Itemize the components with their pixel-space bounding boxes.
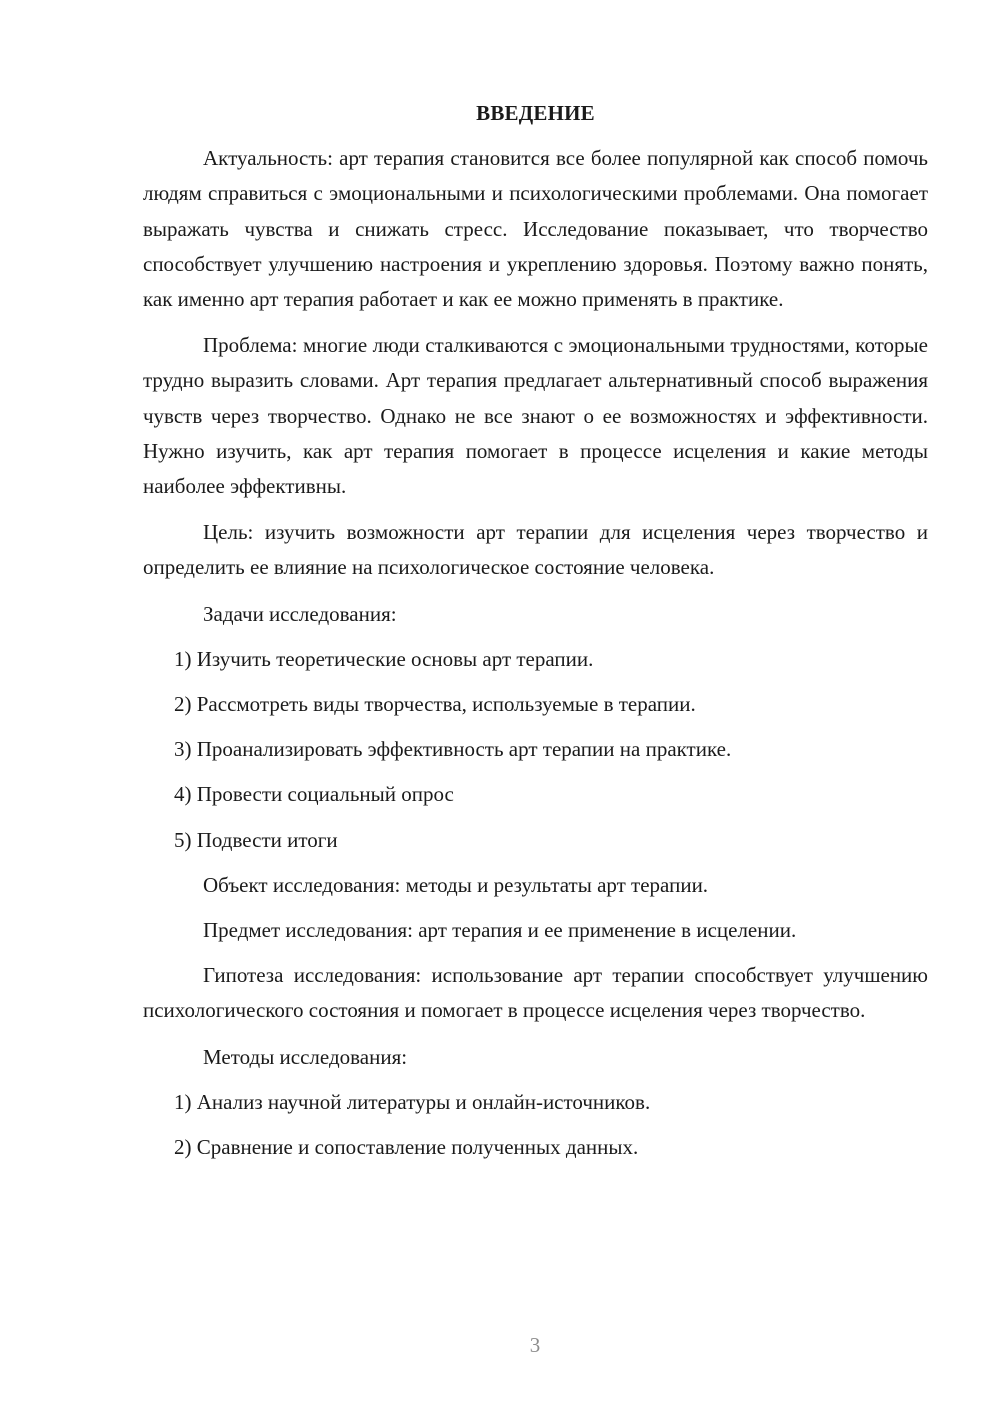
list-item: 4) Провести социальный опрос xyxy=(174,782,454,807)
problem-paragraph: Проблема: многие люди сталкиваются с эмоциональными трудностями, которые трудно выразить словами. Арт терапия предлагает альтернативный способ выражения чувств через творчество. Однако не все знают о ее возможностях и эффективности. Нужно изучить, как арт терапия помогает в процессе исцеления и какие методы наиболее эффективны. xyxy=(143,333,928,499)
tasks-list xyxy=(143,642,928,858)
document-page xyxy=(143,96,928,1175)
list-item: 2) Рассмотреть виды творчества, используемые в терапии. xyxy=(174,692,696,717)
list-item: 1) Изучить теоретические основы арт терапии. xyxy=(174,646,594,671)
list-item: 3) Проанализировать эффективность арт терапии на практике. xyxy=(174,737,732,762)
object-paragraph: Объект исследования: методы и результаты арт терапии. xyxy=(203,872,709,897)
methods-heading: Методы исследования: xyxy=(203,1044,408,1069)
list-item: 5) Подвести итоги xyxy=(174,827,338,852)
relevance-paragraph: Актуальность: арт терапия становится все более популярной как способ помочь людям справиться с эмоциональными и психологическими проблемами. Она помогает выражать чувства и снижать стресс. Исследование показывает, что творчество способствует улучшению настроения и укреплению здоровья. Поэтому важно понять, как именно арт терапия работает и как ее можно применять в практике. xyxy=(143,146,928,312)
list-item: 1) Анализ научной литературы и онлайн-источников. xyxy=(174,1089,651,1114)
list-item: 2) Сравнение и сопоставление полученных данных. xyxy=(174,1135,639,1160)
page-number: 3 xyxy=(529,1333,541,1357)
goal-paragraph: Цель: изучить возможности арт терапии для исцеления через творчество и определить ее влияние на психологическое состояние человека. xyxy=(143,520,928,580)
methods-list xyxy=(143,1085,928,1165)
page-title: ВВЕДЕНИЕ xyxy=(476,101,595,125)
subject-paragraph: Предмет исследования: арт терапия и ее применение в исцелении. xyxy=(203,918,797,943)
hypothesis-paragraph: Гипотеза исследования: использование арт терапии способствует улучшению психологического состояния и помогает в процессе исцеления через творчество. xyxy=(143,963,928,1023)
tasks-heading: Задачи исследования: xyxy=(203,601,397,626)
